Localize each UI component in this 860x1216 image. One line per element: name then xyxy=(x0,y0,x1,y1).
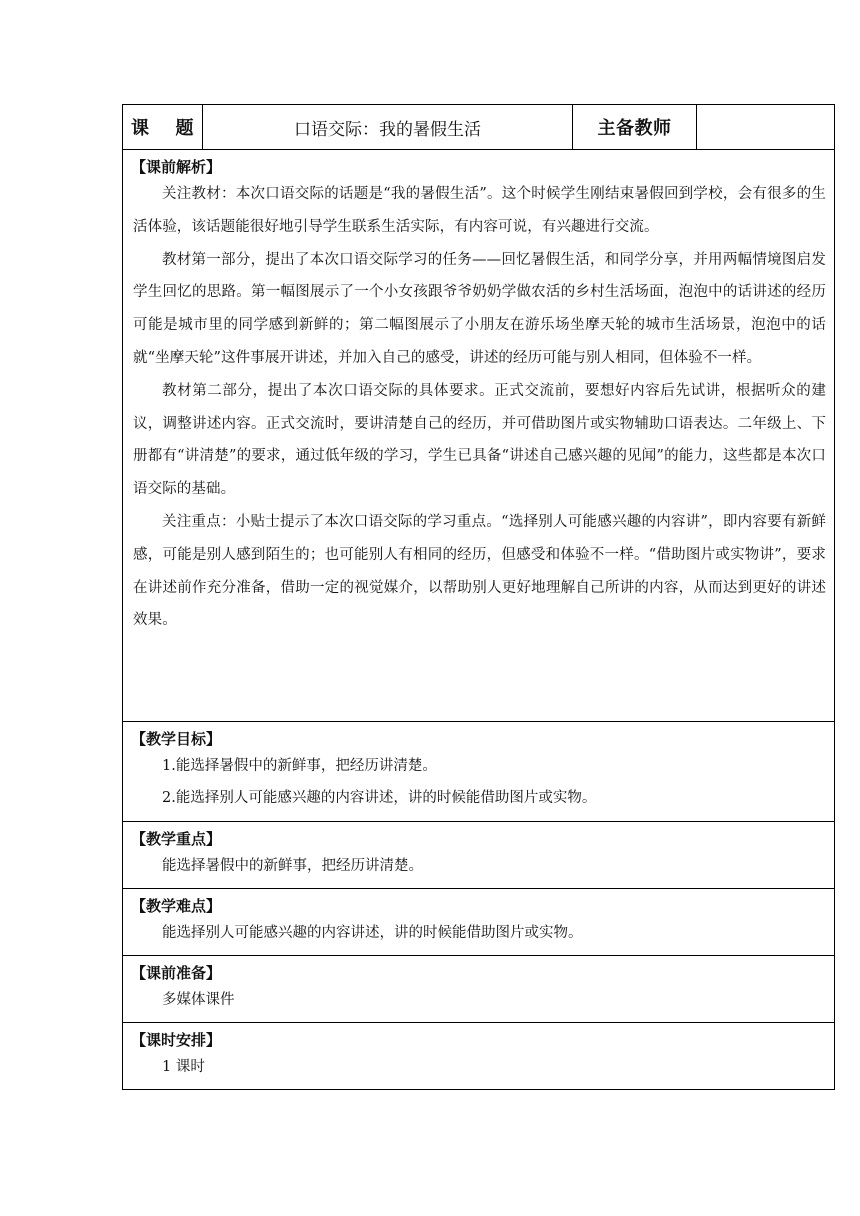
key-points-section xyxy=(123,822,835,889)
difficulties-section xyxy=(123,889,835,956)
header-row xyxy=(123,105,835,150)
goals-section xyxy=(123,722,835,822)
analysis-paragraph: 关注重点：小贴士提示了本次口语交际的学习重点。“选择别人可能感兴趣的内容讲”，即内容要有新鲜感，可能是别人感到陌生的；也可能别人有相同的经历，但感受和体验不一样。“借助图片或实物讲”，要求在讲述前作充分准备，借助一定的视觉媒介，以帮助别人更好地理解自己所讲的内容，从而达到更好的讲述效果。 xyxy=(133,513,826,629)
difficulties-row xyxy=(123,889,835,956)
schedule-text: 1 课时 xyxy=(162,1059,205,1075)
lesson-title: 口语交际：我的暑假生活 xyxy=(203,105,573,150)
analysis-paragraph: 关注教材：本次口语交际的话题是“我的暑假生活”。这个时候学生刚结束暑假回到学校，会有很多的生活体验，该话题能很好地引导学生联系生活实际，有内容可说，有兴趣进行交流。 xyxy=(133,186,826,235)
preparation-row xyxy=(123,956,835,1023)
topic-label-char-1: 课 xyxy=(131,118,150,139)
topic-label-cell xyxy=(123,105,203,150)
goal-item: 1.能选择暑假中的新鲜事，把经历讲清楚。 xyxy=(162,758,437,774)
preparation-heading: 【课前准备】 xyxy=(131,964,222,982)
analysis-row xyxy=(123,150,835,722)
analysis-paragraph: 教材第二部分，提出了本次口语交际的具体要求。正式交流前，要想好内容后先试讲，根据听众的建议，调整讲述内容。正式交流时，要讲清楚自己的经历，并可借助图片或实物辅助口语表达。二年级上、下册都有“讲清楚”的要求，通过低年级的学习，学生已具备“讲述自己感兴趣的见闻”的能力，这些都是本次口语交际的基础。 xyxy=(133,382,826,498)
key-points-text: 能选择暑假中的新鲜事，把经历讲清楚。 xyxy=(162,858,423,874)
schedule-section xyxy=(123,1023,835,1090)
analysis-heading: 【课前解析】 xyxy=(131,158,222,176)
goals-heading: 【教学目标】 xyxy=(131,730,222,748)
lesson-plan-table xyxy=(122,104,835,1090)
topic-label-char-2: 题 xyxy=(175,118,194,139)
schedule-row xyxy=(123,1023,835,1090)
lead-teacher-value xyxy=(697,105,835,150)
difficulties-text: 能选择别人可能感兴趣的内容讲述，讲的时候能借助图片或实物。 xyxy=(162,925,583,941)
lead-teacher-label: 主备教师 xyxy=(573,105,697,150)
goals-row xyxy=(123,722,835,822)
analysis-paragraph: 教材第一部分，提出了本次口语交际学习的任务——回忆暑假生活，和同学分享，并用两幅情境图启发学生回忆的思路。第一幅图展示了一个小女孩跟爷爷奶奶学做农活的乡村生活场面，泡泡中的话讲述的经历可能是城市里的同学感到新鲜的；第二幅图展示了小朋友在游乐场坐摩天轮的城市生活场景，泡泡中的话就“坐摩天轮”这件事展开讲述，并加入自己的感受，讲述的经历可能与别人相同，但体验不一样。 xyxy=(133,251,826,366)
preparation-text: 多媒体课件 xyxy=(162,992,235,1008)
analysis-section xyxy=(123,150,835,722)
difficulties-heading: 【教学难点】 xyxy=(131,897,222,915)
schedule-heading: 【课时安排】 xyxy=(131,1031,222,1049)
key-points-row xyxy=(123,822,835,889)
key-points-heading: 【教学重点】 xyxy=(131,830,222,848)
goal-item: 2.能选择别人可能感兴趣的内容讲述，讲的时候能借助图片或实物。 xyxy=(162,790,597,806)
preparation-section xyxy=(123,956,835,1023)
